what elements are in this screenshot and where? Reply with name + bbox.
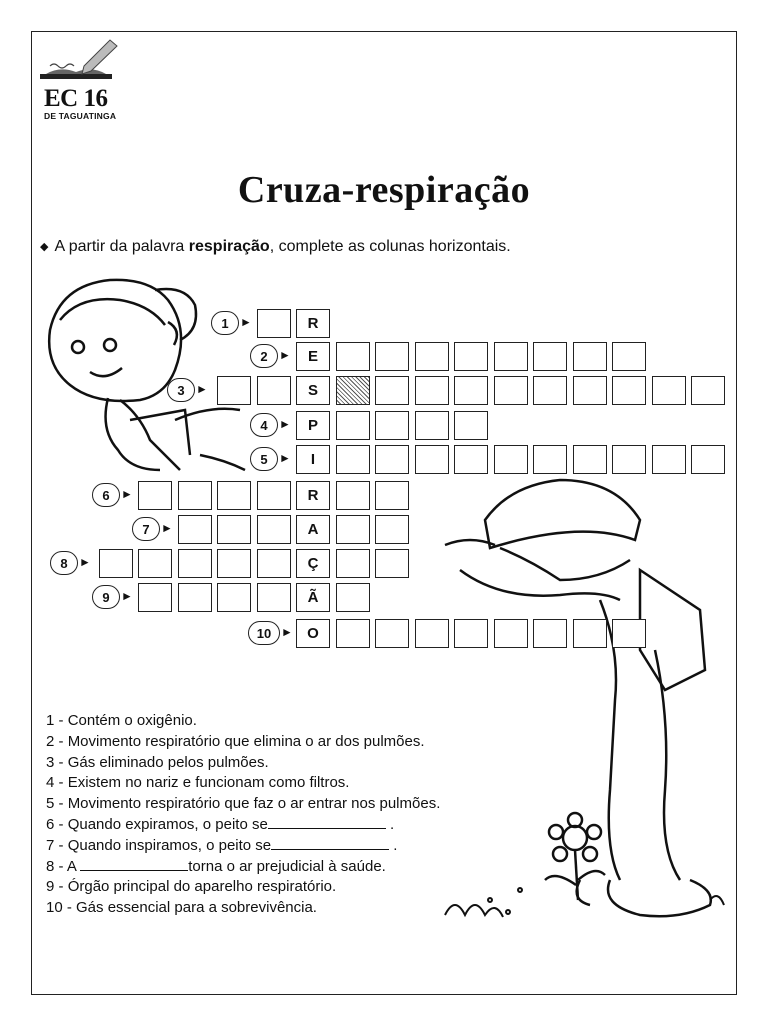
answer-cell[interactable] — [612, 342, 646, 371]
answer-cell[interactable] — [336, 411, 370, 440]
answer-cell[interactable] — [138, 549, 172, 578]
clue-number-5: 5 — [250, 447, 278, 471]
arrow-right-icon: ► — [79, 555, 91, 569]
clue-5 — [46, 794, 440, 815]
arrow-right-icon: ► — [281, 625, 293, 639]
arrow-right-icon: ► — [279, 417, 291, 431]
key-letter-cell: I — [296, 445, 330, 474]
clue-number-3: 3 — [167, 378, 195, 402]
clue-number-8: 8 — [50, 551, 78, 575]
clue-number: 4 - — [46, 774, 68, 792]
bullet-icon: ◆ — [40, 241, 49, 254]
clue-number-4: 4 — [250, 413, 278, 437]
answer-cell[interactable] — [257, 376, 291, 405]
clue-number-2: 2 — [250, 344, 278, 368]
arrow-right-icon: ► — [161, 521, 173, 535]
answer-cell[interactable] — [178, 515, 212, 544]
page-title: Cruza-respiração — [237, 169, 531, 211]
key-letter-cell: P — [296, 411, 330, 440]
answer-cell[interactable] — [336, 445, 370, 474]
answer-cell[interactable] — [336, 515, 370, 544]
answer-cell[interactable] — [454, 445, 488, 474]
answer-cell[interactable] — [257, 549, 291, 578]
answer-cell[interactable] — [375, 342, 409, 371]
answer-cell[interactable] — [336, 549, 370, 578]
answer-cell[interactable] — [573, 445, 607, 474]
answer-cell[interactable] — [494, 445, 528, 474]
clue-number: 7 - — [46, 836, 68, 854]
clue-text-after: torna o ar prejudicial à saúde. — [188, 857, 386, 875]
clue-text: Órgão principal do aparelho respiratório. — [67, 878, 337, 896]
clue-1 — [46, 711, 440, 732]
answer-cell[interactable] — [691, 376, 725, 405]
clue-3 — [46, 753, 440, 774]
answer-cell[interactable] — [375, 619, 409, 648]
answer-cell[interactable] — [652, 445, 686, 474]
answer-cell[interactable] — [336, 342, 370, 371]
clues-list — [46, 711, 440, 919]
answer-cell[interactable] — [533, 342, 567, 371]
arrow-right-icon: ► — [240, 315, 252, 329]
clue-number-10: 10 — [248, 621, 280, 645]
answer-cell[interactable] — [99, 549, 133, 578]
key-letter-cell: A — [296, 515, 330, 544]
answer-cell[interactable] — [257, 583, 291, 612]
answer-cell[interactable] — [217, 583, 251, 612]
answer-cell[interactable] — [652, 376, 686, 405]
clue-number-6: 6 — [92, 483, 120, 507]
answer-cell[interactable] — [533, 445, 567, 474]
instruction-after: , complete as colunas horizontais. — [269, 238, 511, 255]
answer-cell[interactable] — [375, 376, 409, 405]
key-letter-cell: O — [296, 619, 330, 648]
clue-text: Quando inspiramos, o peito se — [67, 836, 272, 854]
key-letter-cell: Ç — [296, 549, 330, 578]
answer-cell[interactable] — [178, 549, 212, 578]
answer-cell[interactable] — [454, 342, 488, 371]
answer-cell[interactable] — [415, 411, 449, 440]
answer-cell[interactable] — [415, 342, 449, 371]
clue-number-1: 1 — [211, 311, 239, 335]
answer-cell[interactable] — [375, 445, 409, 474]
answer-cell[interactable] — [375, 549, 409, 578]
key-letter-cell: E — [296, 342, 330, 371]
clue-number-7: 7 — [132, 517, 160, 541]
answer-cell[interactable] — [494, 342, 528, 371]
clue-text: Existem no nariz e funcionam como filtros. — [67, 774, 350, 792]
instruction-before: A partir da palavra — [54, 238, 189, 255]
answer-cell[interactable] — [178, 583, 212, 612]
logo-subtitle: DE TAGUATINGA — [44, 111, 117, 121]
clue-text: Contém o oxigênio. — [67, 712, 197, 729]
clue-text: Movimento respiratório que faz o ar entrar nos pulmões. — [67, 795, 441, 813]
clue-10 — [46, 898, 440, 919]
clue-number: 5 - — [46, 795, 68, 813]
answer-cell[interactable] — [375, 515, 409, 544]
answer-cell[interactable] — [138, 481, 172, 510]
logo-name: EC 16 — [44, 85, 108, 112]
answer-cell[interactable] — [494, 376, 528, 405]
answer-cell[interactable] — [217, 549, 251, 578]
answer-cell[interactable] — [415, 376, 449, 405]
answer-cell[interactable] — [612, 445, 646, 474]
answer-blank[interactable] — [80, 858, 188, 871]
clue-4 — [46, 773, 440, 794]
clue-text-after: . — [389, 836, 398, 854]
arrow-right-icon: ► — [196, 382, 208, 396]
clue-text: Movimento respiratório que elimina o ar dos pulmões. — [67, 732, 425, 750]
arrow-right-icon: ► — [279, 451, 291, 465]
answer-cell[interactable] — [494, 619, 528, 648]
answer-cell[interactable] — [138, 583, 172, 612]
answer-cell[interactable] — [217, 376, 251, 405]
girl-illustration-icon — [49, 280, 245, 470]
answer-cell[interactable] — [533, 376, 567, 405]
clue-number: 1 - — [46, 712, 68, 729]
answer-cell[interactable] — [612, 619, 646, 648]
answer-cell[interactable] — [217, 515, 251, 544]
instruction-keyword: respiração — [188, 238, 270, 255]
answer-cell[interactable] — [217, 481, 251, 510]
clue-number: 8 - — [46, 857, 67, 875]
answer-cell[interactable] — [178, 481, 212, 510]
clue-text: Quando expiramos, o peito se — [67, 815, 268, 833]
arrow-right-icon: ► — [121, 487, 133, 501]
answer-cell[interactable] — [612, 376, 646, 405]
clue-number: 6 - — [46, 815, 68, 833]
answer-blank[interactable] — [271, 837, 389, 850]
answer-cell[interactable] — [375, 481, 409, 510]
answer-cell[interactable] — [257, 309, 291, 338]
answer-cell[interactable] — [573, 342, 607, 371]
clue-number-9: 9 — [92, 585, 120, 609]
answer-cell[interactable] — [336, 619, 370, 648]
answer-cell[interactable] — [573, 376, 607, 405]
answer-cell[interactable] — [375, 411, 409, 440]
arrow-right-icon: ► — [121, 589, 133, 603]
clue-text: Gás essencial para a sobrevivência. — [76, 899, 317, 917]
answer-cell[interactable] — [691, 445, 725, 474]
clue-number: 2 - — [46, 732, 68, 750]
arrow-right-icon: ► — [279, 348, 291, 362]
answer-cell[interactable] — [454, 619, 488, 648]
answer-cell[interactable] — [415, 445, 449, 474]
answer-cell[interactable] — [533, 619, 567, 648]
clue-2 — [46, 732, 440, 753]
clue-9 — [46, 877, 440, 898]
answer-cell[interactable] — [415, 619, 449, 648]
answer-cell[interactable] — [454, 411, 488, 440]
answer-cell[interactable] — [336, 583, 370, 612]
clue-text: A — [66, 857, 81, 875]
clue-8 — [46, 857, 440, 878]
answer-cell[interactable] — [257, 515, 291, 544]
clue-7 — [46, 836, 440, 857]
flower-icon — [545, 813, 605, 900]
key-letter-cell: Ã — [296, 583, 330, 612]
clue-number: 10 - — [46, 899, 77, 917]
key-letter-cell: R — [296, 309, 330, 338]
answer-cell[interactable] — [454, 376, 488, 405]
answer-cell[interactable] — [257, 481, 291, 510]
answer-cell[interactable] — [573, 619, 607, 648]
clue-text-after: . — [385, 815, 395, 833]
clue-number: 3 - — [46, 753, 68, 771]
key-letter-cell: S — [296, 376, 330, 405]
clue-number: 9 - — [46, 878, 68, 896]
clue-6 — [46, 815, 440, 836]
key-letter-cell: R — [296, 481, 330, 510]
answer-cell[interactable] — [336, 376, 370, 405]
answer-cell[interactable] — [336, 481, 370, 510]
answer-blank[interactable] — [268, 816, 386, 829]
clue-text: Gás eliminado pelos pulmões. — [67, 753, 269, 771]
